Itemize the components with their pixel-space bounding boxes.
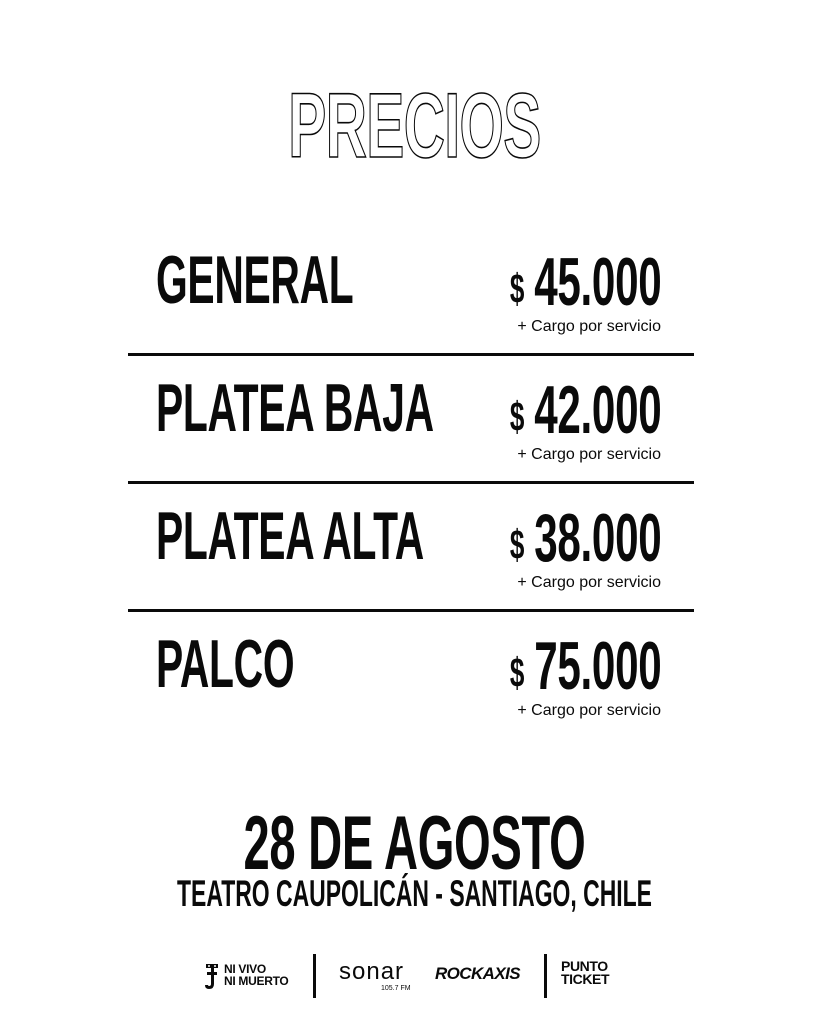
price-table (128, 228, 694, 740)
service-fee-note: + Cargo por servicio (517, 318, 661, 335)
sponsor-logos (0, 950, 829, 1000)
service-fee-note: + Cargo por servicio (517, 574, 661, 591)
event-venue: TEATRO CAUPOLICÁN - SANTIAGO, CHILE (177, 873, 652, 914)
page-title: PRECIOS (288, 75, 541, 177)
price-row-platea-alta (128, 484, 694, 612)
currency-symbol: $ (509, 265, 524, 312)
price-row-general (128, 228, 694, 356)
sonar-logo (339, 958, 411, 992)
logo-text-line1: NI VIVO (224, 962, 266, 976)
price-amount: 75.000 (533, 628, 661, 704)
currency-symbol: $ (509, 521, 524, 568)
skull-icon (202, 962, 222, 990)
price-row-palco (128, 612, 694, 740)
ticket-price (509, 244, 661, 320)
ticket-category-label: PALCO (156, 626, 295, 702)
sonar-frequency: 105.7 FM (381, 985, 411, 992)
rockaxis-logo: ROCKAXIS (435, 964, 520, 983)
ticket-category-label: PLATEA ALTA (156, 498, 424, 574)
currency-symbol: $ (509, 393, 524, 440)
price-amount: 42.000 (533, 372, 661, 448)
ticket-price (509, 372, 661, 448)
ticket-price (509, 628, 661, 704)
price-row-platea-baja (128, 356, 694, 484)
service-fee-note: + Cargo por servicio (517, 702, 661, 719)
currency-symbol: $ (509, 649, 524, 696)
logo-divider (544, 954, 547, 998)
price-amount: 38.000 (533, 500, 661, 576)
ticket-category-label: GENERAL (156, 242, 354, 318)
ticket-price (509, 500, 661, 576)
event-date: 28 DE AGOSTO (243, 801, 586, 886)
price-amount: 45.000 (533, 244, 661, 320)
logo-text-line1: PUNTO (561, 958, 608, 974)
logo-text-line2: TICKET (561, 971, 610, 987)
puntoticket-logo (561, 960, 609, 986)
ticket-category-label: PLATEA BAJA (156, 370, 434, 446)
service-fee-note: + Cargo por servicio (517, 446, 661, 463)
sonar-wordmark: sonar (339, 958, 405, 985)
logo-text-line2: NI MUERTO (224, 974, 289, 988)
logo-divider (313, 954, 316, 998)
